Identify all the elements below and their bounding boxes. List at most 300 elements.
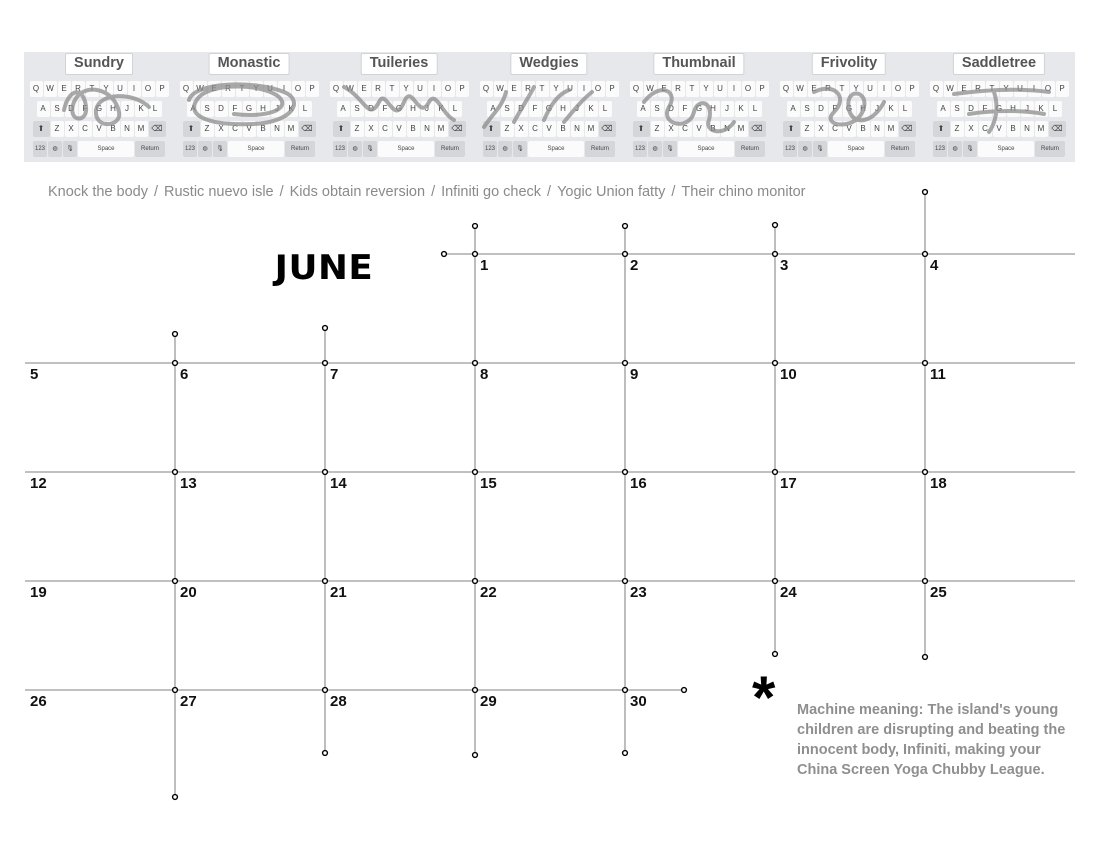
day-number[interactable]: 1 (480, 257, 489, 274)
shift-icon[interactable]: ⬆ (333, 121, 350, 137)
grid-node (323, 470, 328, 475)
suggestion-word[interactable]: Frivolity (812, 53, 886, 75)
key-q[interactable]: Q (30, 81, 43, 97)
key-v[interactable]: V (993, 121, 1006, 137)
key-m[interactable]: M (735, 121, 748, 137)
phrase-separator: / (279, 184, 284, 200)
key-z[interactable]: Z (951, 121, 964, 137)
key-j[interactable]: J (271, 101, 284, 117)
microphone-icon[interactable]: 🎙 (363, 141, 377, 157)
key-a[interactable]: A (37, 101, 50, 117)
key-a[interactable]: A (787, 101, 800, 117)
day-number[interactable]: 12 (30, 475, 47, 492)
return-key[interactable]: Return (1035, 141, 1065, 157)
phrase: Their chino monitor (681, 184, 806, 200)
key-k[interactable]: K (135, 101, 148, 117)
backspace-icon[interactable]: ⌫ (449, 121, 466, 137)
key-g[interactable]: G (543, 101, 556, 117)
key-b[interactable]: B (1007, 121, 1020, 137)
key-i[interactable]: I (128, 81, 141, 97)
key-f[interactable]: F (829, 101, 842, 117)
key-o[interactable]: O (1042, 81, 1055, 97)
key-d[interactable]: D (215, 101, 228, 117)
key-a[interactable]: A (637, 101, 650, 117)
key-r[interactable]: R (822, 81, 835, 97)
key-b[interactable]: B (257, 121, 270, 137)
key-v[interactable]: V (93, 121, 106, 137)
key-u[interactable]: U (714, 81, 727, 97)
space-key[interactable]: Space (528, 141, 584, 157)
key-d[interactable]: D (365, 101, 378, 117)
grid-node (173, 795, 178, 800)
key-e[interactable]: E (808, 81, 821, 97)
backspace-icon[interactable]: ⌫ (899, 121, 916, 137)
key-w[interactable]: W (344, 81, 357, 97)
key-i[interactable]: I (578, 81, 591, 97)
microphone-icon[interactable]: 🎙 (663, 141, 677, 157)
numbers-key[interactable]: 123 (33, 141, 47, 157)
day-number[interactable]: 6 (180, 366, 189, 383)
numbers-key[interactable]: 123 (183, 141, 197, 157)
key-e[interactable]: E (958, 81, 971, 97)
grid-node (923, 470, 928, 475)
phrase-separator: / (153, 184, 158, 200)
key-t[interactable]: T (386, 81, 399, 97)
key-n[interactable]: N (421, 121, 434, 137)
key-k[interactable]: K (585, 101, 598, 117)
key-o[interactable]: O (292, 81, 305, 97)
key-b[interactable]: B (107, 121, 120, 137)
key-s[interactable]: S (51, 101, 64, 117)
key-q[interactable]: Q (480, 81, 493, 97)
key-x[interactable]: X (665, 121, 678, 137)
key-g[interactable]: G (243, 101, 256, 117)
key-o[interactable]: O (592, 81, 605, 97)
key-m[interactable]: M (885, 121, 898, 137)
day-number[interactable]: 18 (930, 475, 947, 492)
key-r[interactable]: R (72, 81, 85, 97)
key-p[interactable]: P (756, 81, 769, 97)
key-p[interactable]: P (156, 81, 169, 97)
key-x[interactable]: X (365, 121, 378, 137)
suggestion-word[interactable]: Saddletree (953, 53, 1045, 75)
key-p[interactable]: P (1056, 81, 1069, 97)
key-e[interactable]: E (358, 81, 371, 97)
key-n[interactable]: N (721, 121, 734, 137)
microphone-icon[interactable]: 🎙 (63, 141, 77, 157)
key-u[interactable]: U (414, 81, 427, 97)
shift-icon[interactable]: ⬆ (633, 121, 650, 137)
key-q[interactable]: Q (780, 81, 793, 97)
key-k[interactable]: K (435, 101, 448, 117)
key-k[interactable]: K (885, 101, 898, 117)
key-i[interactable]: I (878, 81, 891, 97)
key-u[interactable]: U (864, 81, 877, 97)
globe-icon[interactable]: ◍ (348, 141, 362, 157)
backspace-icon[interactable]: ⌫ (1049, 121, 1066, 137)
phrase: Knock the body (48, 184, 148, 200)
grid-node (773, 579, 778, 584)
key-b[interactable]: B (857, 121, 870, 137)
key-q[interactable]: Q (930, 81, 943, 97)
key-v[interactable]: V (693, 121, 706, 137)
suggestion-word[interactable]: Tuileries (361, 53, 438, 75)
key-j[interactable]: J (421, 101, 434, 117)
month-title: JUNE (274, 248, 374, 288)
key-h[interactable]: H (107, 101, 120, 117)
key-f[interactable]: F (979, 101, 992, 117)
key-r[interactable]: R (672, 81, 685, 97)
key-k[interactable]: K (735, 101, 748, 117)
key-a[interactable]: A (337, 101, 350, 117)
key-c[interactable]: C (229, 121, 242, 137)
grid-node (623, 751, 628, 756)
key-p[interactable]: P (306, 81, 319, 97)
key-s[interactable]: S (201, 101, 214, 117)
key-x[interactable]: X (815, 121, 828, 137)
key-e[interactable]: E (658, 81, 671, 97)
backspace-icon[interactable]: ⌫ (149, 121, 166, 137)
key-y[interactable]: Y (700, 81, 713, 97)
key-q[interactable]: Q (630, 81, 643, 97)
day-number[interactable]: 2 (630, 257, 639, 274)
key-d[interactable]: D (665, 101, 678, 117)
day-number[interactable]: 21 (330, 584, 347, 601)
key-a[interactable]: A (487, 101, 500, 117)
key-j[interactable]: J (121, 101, 134, 117)
key-v[interactable]: V (243, 121, 256, 137)
key-i[interactable]: I (728, 81, 741, 97)
numbers-key[interactable]: 123 (933, 141, 947, 157)
space-key[interactable]: Space (978, 141, 1034, 157)
shift-icon[interactable]: ⬆ (783, 121, 800, 137)
key-z[interactable]: Z (501, 121, 514, 137)
key-e[interactable]: E (508, 81, 521, 97)
key-g[interactable]: G (93, 101, 106, 117)
globe-icon[interactable]: ◍ (648, 141, 662, 157)
key-x[interactable]: X (965, 121, 978, 137)
suggestion-word[interactable]: Monastic (209, 53, 290, 75)
grid-node (923, 190, 928, 195)
key-m[interactable]: M (1035, 121, 1048, 137)
key-q[interactable]: Q (330, 81, 343, 97)
return-key[interactable]: Return (135, 141, 165, 157)
key-q[interactable]: Q (180, 81, 193, 97)
globe-icon[interactable]: ◍ (948, 141, 962, 157)
key-i[interactable]: I (278, 81, 291, 97)
globe-icon[interactable]: ◍ (498, 141, 512, 157)
shift-icon[interactable]: ⬆ (183, 121, 200, 137)
key-l[interactable]: L (599, 101, 612, 117)
microphone-icon[interactable]: 🎙 (813, 141, 827, 157)
key-x[interactable]: X (515, 121, 528, 137)
key-h[interactable]: H (407, 101, 420, 117)
key-l[interactable]: L (1049, 101, 1062, 117)
day-number[interactable]: 29 (480, 693, 497, 710)
day-number[interactable]: 20 (180, 584, 197, 601)
return-key[interactable]: Return (435, 141, 465, 157)
day-number[interactable]: 14 (330, 475, 347, 492)
day-number[interactable]: 15 (480, 475, 497, 492)
key-y[interactable]: Y (250, 81, 263, 97)
grid-node (623, 252, 628, 257)
day-number[interactable]: 4 (930, 257, 939, 274)
key-v[interactable]: V (543, 121, 556, 137)
grid-node (173, 688, 178, 693)
key-f[interactable]: F (679, 101, 692, 117)
space-key[interactable]: Space (378, 141, 434, 157)
key-k[interactable]: K (285, 101, 298, 117)
key-m[interactable]: M (435, 121, 448, 137)
key-t[interactable]: T (986, 81, 999, 97)
day-number[interactable]: 16 (630, 475, 647, 492)
day-number[interactable]: 17 (780, 475, 797, 492)
key-z[interactable]: Z (351, 121, 364, 137)
key-x[interactable]: X (215, 121, 228, 137)
key-v[interactable]: V (393, 121, 406, 137)
key-u[interactable]: U (264, 81, 277, 97)
day-number[interactable]: 30 (630, 693, 647, 710)
key-w[interactable]: W (494, 81, 507, 97)
key-u[interactable]: U (564, 81, 577, 97)
backspace-icon[interactable]: ⌫ (749, 121, 766, 137)
key-b[interactable]: B (407, 121, 420, 137)
key-n[interactable]: N (571, 121, 584, 137)
globe-icon[interactable]: ◍ (798, 141, 812, 157)
phrase: Kids obtain reversion (289, 184, 426, 200)
key-r[interactable]: R (972, 81, 985, 97)
key-z[interactable]: Z (651, 121, 664, 137)
key-h[interactable]: H (557, 101, 570, 117)
key-c[interactable]: C (379, 121, 392, 137)
day-number[interactable]: 19 (30, 584, 47, 601)
key-n[interactable]: N (121, 121, 134, 137)
key-b[interactable]: B (557, 121, 570, 137)
key-k[interactable]: K (1035, 101, 1048, 117)
key-c[interactable]: C (79, 121, 92, 137)
key-a[interactable]: A (937, 101, 950, 117)
key-z[interactable]: Z (51, 121, 64, 137)
day-number[interactable]: 22 (480, 584, 497, 601)
return-key[interactable]: Return (585, 141, 615, 157)
key-f[interactable]: F (229, 101, 242, 117)
key-d[interactable]: D (65, 101, 78, 117)
backspace-icon[interactable]: ⌫ (599, 121, 616, 137)
key-f[interactable]: F (529, 101, 542, 117)
grid-node (623, 470, 628, 475)
key-z[interactable]: Z (801, 121, 814, 137)
key-n[interactable]: N (871, 121, 884, 137)
day-number[interactable]: 9 (630, 366, 639, 383)
return-key[interactable]: Return (735, 141, 765, 157)
key-x[interactable]: X (65, 121, 78, 137)
key-c[interactable]: C (829, 121, 842, 137)
suggestion-word[interactable]: Thumbnail (653, 53, 744, 75)
key-y[interactable]: Y (1000, 81, 1013, 97)
key-t[interactable]: T (536, 81, 549, 97)
key-t[interactable]: T (686, 81, 699, 97)
globe-icon[interactable]: ◍ (48, 141, 62, 157)
key-b[interactable]: B (707, 121, 720, 137)
key-y[interactable]: Y (550, 81, 563, 97)
key-j[interactable]: J (571, 101, 584, 117)
grid-node (623, 579, 628, 584)
phrase: Infiniti go check (441, 184, 542, 200)
space-key[interactable]: Space (828, 141, 884, 157)
day-number[interactable]: 11 (930, 366, 946, 383)
grid-node (473, 753, 478, 758)
key-t[interactable]: T (836, 81, 849, 97)
grid-node (923, 252, 928, 257)
key-s[interactable]: S (951, 101, 964, 117)
suggestion-word[interactable]: Wedgies (510, 53, 587, 75)
phrase: Rustic nuevo isle (164, 184, 274, 200)
key-l[interactable]: L (749, 101, 762, 117)
grid-node (173, 332, 178, 337)
microphone-icon[interactable]: 🎙 (963, 141, 977, 157)
key-i[interactable]: I (1028, 81, 1041, 97)
key-z[interactable]: Z (201, 121, 214, 137)
day-number[interactable]: 24 (780, 584, 797, 601)
key-s[interactable]: S (501, 101, 514, 117)
microphone-icon[interactable]: 🎙 (513, 141, 527, 157)
numbers-key[interactable]: 123 (783, 141, 797, 157)
key-w[interactable]: W (944, 81, 957, 97)
key-s[interactable]: S (801, 101, 814, 117)
key-s[interactable]: S (351, 101, 364, 117)
key-p[interactable]: P (906, 81, 919, 97)
key-n[interactable]: N (271, 121, 284, 137)
key-r[interactable]: R (222, 81, 235, 97)
phrase-separator: / (431, 184, 436, 200)
key-y[interactable]: Y (400, 81, 413, 97)
grid-node (773, 223, 778, 228)
backspace-icon[interactable]: ⌫ (299, 121, 316, 137)
key-m[interactable]: M (285, 121, 298, 137)
key-r[interactable]: R (372, 81, 385, 97)
key-w[interactable]: W (194, 81, 207, 97)
key-h[interactable]: H (1007, 101, 1020, 117)
key-f[interactable]: F (79, 101, 92, 117)
key-m[interactable]: M (135, 121, 148, 137)
key-d[interactable]: D (815, 101, 828, 117)
day-number[interactable]: 23 (630, 584, 647, 601)
key-e[interactable]: E (208, 81, 221, 97)
day-number[interactable]: 27 (180, 693, 197, 710)
key-l[interactable]: L (449, 101, 462, 117)
day-number[interactable]: 8 (480, 366, 489, 383)
key-e[interactable]: E (58, 81, 71, 97)
space-key[interactable]: Space (228, 141, 284, 157)
key-d[interactable]: D (965, 101, 978, 117)
grid-node (173, 579, 178, 584)
numbers-key[interactable]: 123 (333, 141, 347, 157)
key-f[interactable]: F (379, 101, 392, 117)
grid-node (323, 579, 328, 584)
key-a[interactable]: A (187, 101, 200, 117)
phrase-separator: / (671, 184, 676, 200)
key-c[interactable]: C (679, 121, 692, 137)
key-h[interactable]: H (707, 101, 720, 117)
key-y[interactable]: Y (100, 81, 113, 97)
key-t[interactable]: T (236, 81, 249, 97)
shift-icon[interactable]: ⬆ (483, 121, 500, 137)
microphone-icon[interactable]: 🎙 (213, 141, 227, 157)
shift-icon[interactable]: ⬆ (933, 121, 950, 137)
key-g[interactable]: G (993, 101, 1006, 117)
day-number[interactable]: 5 (30, 366, 39, 383)
key-c[interactable]: C (529, 121, 542, 137)
key-d[interactable]: D (515, 101, 528, 117)
key-y[interactable]: Y (850, 81, 863, 97)
space-key[interactable]: Space (78, 141, 134, 157)
key-m[interactable]: M (585, 121, 598, 137)
key-w[interactable]: W (644, 81, 657, 97)
key-o[interactable]: O (742, 81, 755, 97)
key-r[interactable]: R (522, 81, 535, 97)
key-g[interactable]: G (393, 101, 406, 117)
key-v[interactable]: V (843, 121, 856, 137)
key-j[interactable]: J (721, 101, 734, 117)
day-number[interactable]: 10 (780, 366, 797, 383)
key-h[interactable]: H (257, 101, 270, 117)
key-w[interactable]: W (794, 81, 807, 97)
numbers-key[interactable]: 123 (633, 141, 647, 157)
day-number[interactable]: 3 (780, 257, 789, 274)
day-number[interactable]: 26 (30, 693, 47, 710)
key-o[interactable]: O (442, 81, 455, 97)
space-key[interactable]: Space (678, 141, 734, 157)
shift-icon[interactable]: ⬆ (33, 121, 50, 137)
grid-node (623, 361, 628, 366)
day-number[interactable]: 28 (330, 693, 347, 710)
key-p[interactable]: P (456, 81, 469, 97)
key-l[interactable]: L (149, 101, 162, 117)
key-o[interactable]: O (142, 81, 155, 97)
grid-node (623, 224, 628, 229)
footnote-text: Machine meaning: The island's young children are disrupting and beating the innocent body, Infiniti, making your China Screen Yoga Chubby League. (797, 702, 1066, 778)
key-l[interactable]: L (299, 101, 312, 117)
day-number[interactable]: 13 (180, 475, 197, 492)
key-u[interactable]: U (1014, 81, 1027, 97)
key-p[interactable]: P (606, 81, 619, 97)
key-t[interactable]: T (86, 81, 99, 97)
key-w[interactable]: W (44, 81, 57, 97)
grid-node (442, 252, 447, 257)
numbers-key[interactable]: 123 (483, 141, 497, 157)
globe-icon[interactable]: ◍ (198, 141, 212, 157)
grid-node (323, 688, 328, 693)
key-l[interactable]: L (899, 101, 912, 117)
return-key[interactable]: Return (885, 141, 915, 157)
key-i[interactable]: I (428, 81, 441, 97)
key-s[interactable]: S (651, 101, 664, 117)
key-g[interactable]: G (693, 101, 706, 117)
suggestion-word[interactable]: Sundry (65, 53, 133, 75)
day-number[interactable]: 25 (930, 584, 947, 601)
grid-node (173, 470, 178, 475)
key-u[interactable]: U (114, 81, 127, 97)
key-g[interactable]: G (843, 101, 856, 117)
key-j[interactable]: J (871, 101, 884, 117)
key-c[interactable]: C (979, 121, 992, 137)
return-key[interactable]: Return (285, 141, 315, 157)
key-n[interactable]: N (1021, 121, 1034, 137)
key-j[interactable]: J (1021, 101, 1034, 117)
key-o[interactable]: O (892, 81, 905, 97)
key-h[interactable]: H (857, 101, 870, 117)
day-number[interactable]: 7 (330, 366, 339, 383)
